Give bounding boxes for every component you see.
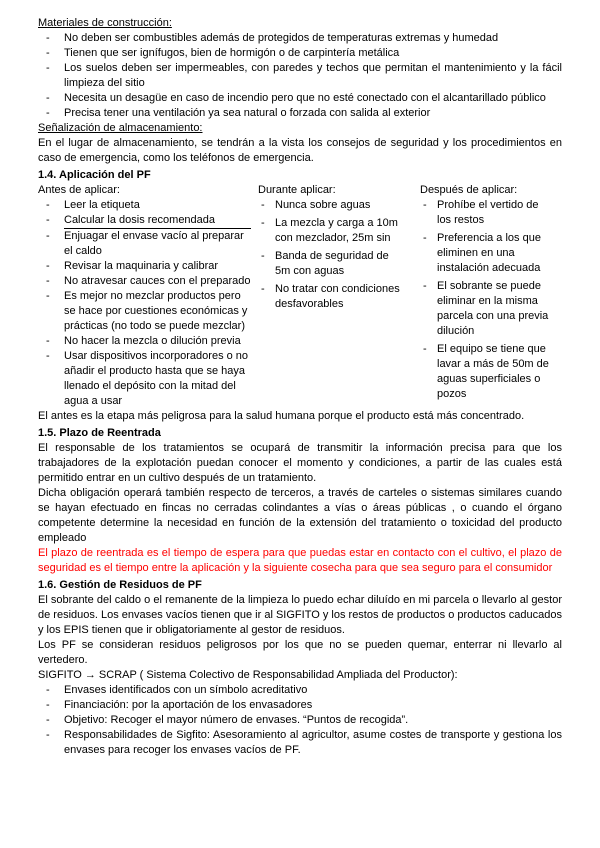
list-item-text: Revisar la maquinaria y calibrar	[64, 260, 219, 272]
list-item	[38, 683, 562, 698]
dash-marker	[420, 198, 437, 213]
dash-marker	[258, 249, 275, 264]
materiales-list	[38, 31, 562, 121]
list-item-text: Envases identificados con un símbolo acreditativo	[64, 684, 308, 696]
list-item	[38, 213, 258, 229]
reentrada-warning-paragraph: El plazo de reentrada es el tiempo de espera para que puedas estar en contacto con el cultivo, el plazo de seguridad es el tiempo entre la aplicación y la siguiente cosecha para que sea seguro para el consumidor	[38, 547, 562, 574]
residuos-heading: 1.6. Gestión de Residuos de PF	[38, 579, 202, 591]
list-item	[38, 259, 258, 274]
list-item-text: Preferencia a los que eliminen en una instalación adecuada	[437, 232, 541, 274]
list-item	[38, 274, 258, 289]
dash-marker	[258, 282, 275, 297]
dash-marker	[38, 713, 64, 728]
dash-marker	[38, 289, 64, 304]
column-header-durante: Durante aplicar:	[258, 184, 336, 196]
list-item-text: Financiación: por la aportación de los envasadores	[64, 699, 313, 711]
residuos-paragraph-2: Los PF se consideran residuos peligrosos por los que no se pueden quemar, enterrar ni llevarlo al vertedero.	[38, 639, 562, 666]
dash-marker	[38, 274, 64, 289]
dash-marker	[38, 229, 64, 244]
list-item-text: Objetivo: Recoger el mayor número de envases. “Puntos de recogida”.	[64, 714, 409, 726]
dash-marker	[38, 349, 64, 364]
dash-marker	[258, 198, 275, 213]
dash-marker	[38, 683, 64, 698]
column-header-antes: Antes de aplicar:	[38, 184, 120, 196]
senalizacion-paragraph: En el lugar de almacenamiento, se tendrán a la vista los consejos de seguridad y los procedimientos en caso de emergencia, como los teléfonos de emergencia.	[38, 137, 562, 164]
list-item-text: El sobrante se puede eliminar en la misma parcela con una previa dilución	[437, 280, 549, 337]
list-item-text: No tratar con condiciones desfavorables	[275, 283, 400, 310]
reentrada-paragraph-1: El responsable de los tratamientos se ocupará de transmitir la información precisa para que los trabajadores de la explotación puedan conocer el momento y condiciones, a partir de las cuales está permitido entrar en un cultivo después de un tratamiento.	[38, 442, 562, 484]
list-item-text: Enjuagar el envase vacío al preparar el caldo	[64, 230, 244, 257]
list-item	[38, 106, 562, 121]
list-item	[258, 216, 420, 246]
dash-marker	[38, 46, 64, 61]
list-item	[420, 231, 560, 276]
list-item-text: Tienen que ser ignífugos, bien de hormigón o de carpintería metálica	[64, 47, 400, 59]
dash-marker	[38, 213, 64, 228]
list-item	[258, 282, 420, 312]
dash-marker	[38, 698, 64, 713]
list-item-text: No hacer la mezcla o dilución previa	[64, 335, 241, 347]
list-item	[38, 229, 258, 259]
aplicacion-heading: 1.4. Aplicación del PF	[38, 169, 151, 181]
list-item	[38, 728, 562, 758]
list-item-text: Es mejor no mezclar productos pero se hace por cuestiones económicas y prácticas (no todo se puede mezclar)	[64, 290, 248, 332]
list-item-text: No atravesar cauces con el preparado	[64, 275, 251, 287]
list-item-text: Precisa tener una ventilación ya sea natural o forzada con salida al exterior	[64, 107, 431, 119]
materiales-heading: Materiales de construcción:	[38, 17, 172, 29]
column-antes	[38, 183, 258, 409]
list-item	[420, 198, 560, 228]
reentrada-heading: 1.5. Plazo de Reentrada	[38, 427, 161, 439]
column-header-despues: Después de aplicar:	[420, 184, 518, 196]
list-item	[258, 198, 420, 213]
list-item	[258, 249, 420, 279]
list-item-text: Prohíbe el vertido de los restos	[437, 199, 539, 226]
dash-marker	[38, 31, 64, 46]
list-item	[38, 46, 562, 61]
list-item	[38, 198, 258, 213]
list-item-text: Los suelos deben ser impermeables, con paredes y techos que permitan el mantenimiento y la fácil limpieza del sitio	[64, 62, 562, 89]
aplicacion-columns	[38, 183, 562, 409]
dash-marker	[420, 279, 437, 294]
list-item	[420, 279, 560, 339]
list-item	[38, 713, 562, 728]
dash-marker	[420, 231, 437, 246]
list-item	[38, 61, 562, 91]
column-durante	[258, 183, 420, 409]
dash-marker	[38, 91, 64, 106]
list-item-text: El equipo se tiene que lavar a más de 50m de aguas superficiales o pozos	[437, 343, 549, 400]
list-item-text: Nunca sobre aguas	[275, 199, 371, 211]
list-item-text: Leer la etiqueta	[64, 199, 140, 211]
list-item	[38, 289, 258, 334]
dash-marker	[420, 342, 437, 357]
list-item-text: Banda de seguridad de 5m con aguas	[275, 250, 389, 277]
dash-marker	[38, 259, 64, 274]
list-item-text-underlined: Calcular la dosis recomendada	[64, 213, 251, 229]
dash-marker	[38, 198, 64, 213]
dash-marker	[38, 61, 64, 76]
dash-marker	[38, 334, 64, 349]
list-item	[420, 342, 560, 402]
list-item-text: La mezcla y carga a 10m con mezclador, 25m sin	[275, 217, 398, 244]
list-item	[38, 349, 258, 409]
sigfito-line: SIGFITO → SCRAP ( Sistema Colectivo de Responsabilidad Ampliada del Productor):	[38, 669, 458, 681]
list-item	[38, 31, 562, 46]
senalizacion-heading: Señalización de almacenamiento:	[38, 122, 203, 134]
list-item-text: Responsabilidades de Sigfito: Asesoramiento al agricultor, asume costes de transporte y gestiona los envases para recoger los envases vacíos de PF.	[64, 729, 562, 756]
list-item	[38, 334, 258, 349]
dash-marker	[38, 106, 64, 121]
list-item	[38, 91, 562, 106]
sigfito-list	[38, 683, 562, 758]
list-item-text: Necesita un desagüe en caso de incendio pero que no esté conectado con el alcantarillado público	[64, 92, 546, 104]
dash-marker	[38, 728, 64, 743]
reentrada-paragraph-2: Dicha obligación operará también respecto de terceros, a través de carteles o sistemas similares cuando se hayan efectuado en fincas no cerradas colindantes a vías o áreas públicas , o cuando el órgano competente determine la necesidad en función de la extensión del tratamiento o toxicidad del producto empleado	[38, 487, 562, 544]
list-item	[38, 698, 562, 713]
column-despues	[420, 183, 560, 409]
list-item-text: No deben ser combustibles además de protegidos de temperaturas extremas y humedad	[64, 32, 499, 44]
list-item-text: Usar dispositivos incorporadores o no añadir el producto hasta que se haya llenado el depósito con la mitad del agua a usar	[64, 350, 249, 407]
residuos-paragraph-1: El sobrante del caldo o el remanente de la limpieza lo puedo echar diluído en mi parcela o llevarlo al gestor de residuos. Los envases vacíos tienen que ir al SIGFITO y los restos de productos o productos caducados y los EPIS tienen que ir obligatoriamente al gestor de residuos.	[38, 594, 562, 636]
dash-marker	[258, 216, 275, 231]
aplicacion-note: El antes es la etapa más peligrosa para la salud humana porque el producto está más concentrado.	[38, 410, 525, 422]
